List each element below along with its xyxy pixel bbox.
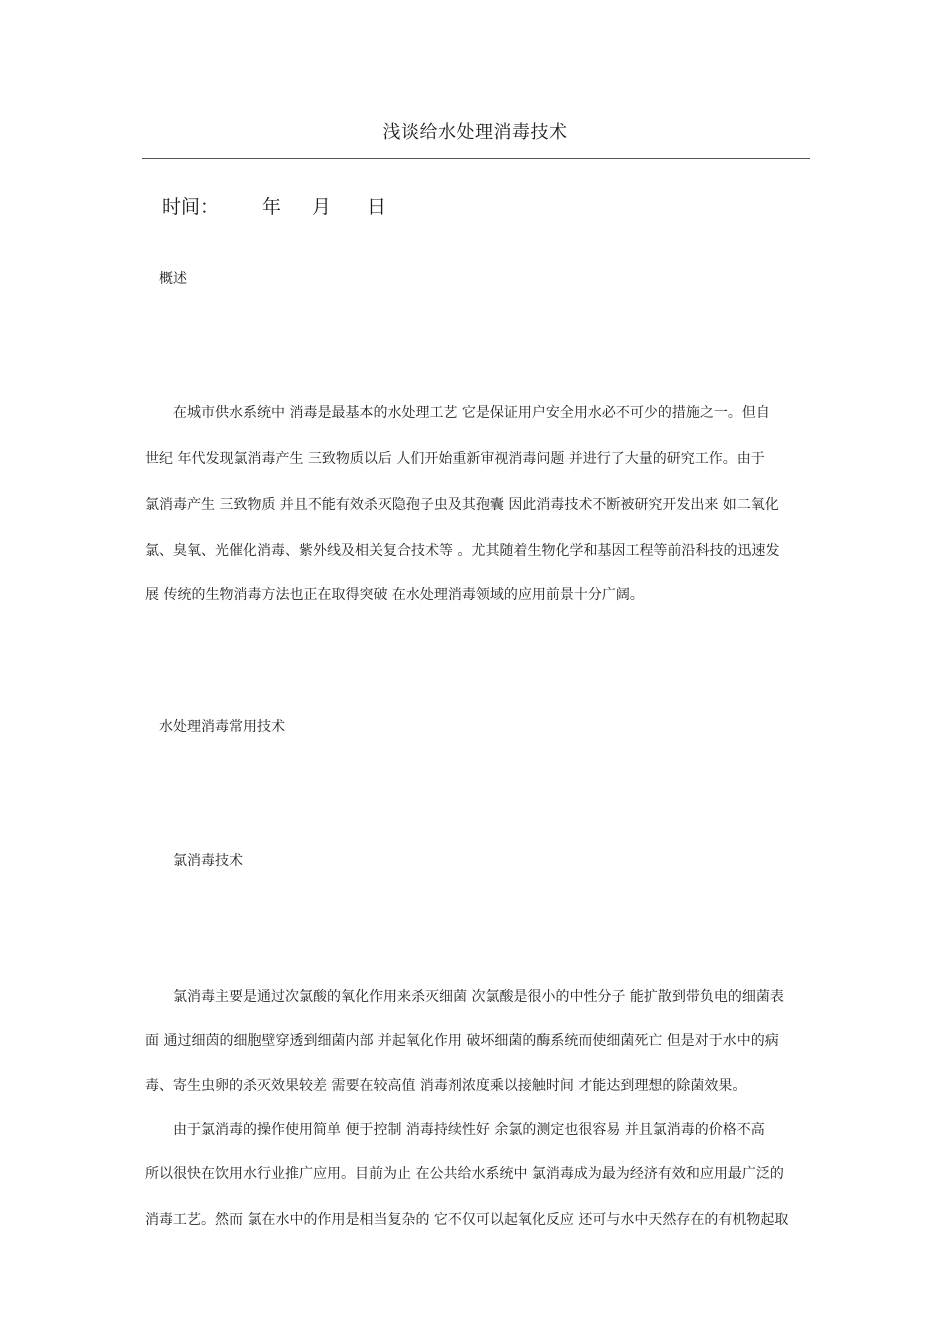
date-day: 日 [367, 196, 387, 218]
paragraph-line: 消毒工艺。然而 氯在水中的作用是相当复杂的 它不仅可以起氧化反应 还可与水中天然存在的有机物起取 [145, 1212, 789, 1228]
title-divider [142, 158, 810, 159]
paragraph-line: 毒、寄生虫卵的杀灭效果较差 需要在较高值 消毒剂浓度乘以接触时间 才能达到理想的除菌效果。 [145, 1078, 747, 1094]
common-techniques-heading: 水处理消毒常用技术 [159, 719, 285, 735]
paragraph-line: 氯消毒产生 三致物质 并且不能有效杀灭隐孢子虫及其孢囊 因此消毒技术不断被研究开发出来 如二氧化 [145, 497, 779, 513]
paragraph-line: 展 传统的生物消毒方法也正在取得突破 在水处理消毒领域的应用前景十分广阔。 [145, 587, 644, 603]
date-year: 年 [262, 196, 282, 218]
date-month: 月 [312, 196, 332, 218]
paragraph-line: 面 通过细茵的细胞壁穿透到细菌内部 并起氧化作用 破坏细菌的酶系统而使细菌死亡 但是对于水中的病 [145, 1033, 779, 1049]
paragraph-line: 所以很快在饮用水行业推广应用。目前为止 在公共给水系统中 氯消毒成为最为经济有效和应用最广泛的 [145, 1166, 784, 1182]
overview-heading: 概述 [159, 271, 187, 287]
date-label: 时间： [162, 196, 220, 218]
paragraph-line: 由于氯消毒的操作使用简单 便于控制 消毒持续性好 余氯的测定也很容易 并且氯消毒的价格不高 [173, 1122, 765, 1138]
chlorine-heading: 氯消毒技术 [173, 853, 243, 869]
paragraph-line: 氯、臭氧、光催化消毒、紫外线及相关复合技术等 。尤其随着生物化学和基因工程等前沿科技的迅速发 [145, 543, 780, 559]
paragraph-line: 氯消毒主要是通过次氯酸的氧化作用来杀灭细菌 次氯酸是很小的中性分子 能扩散到带负电的细菌表 [173, 989, 784, 1005]
document-title: 浅谈给水处理消毒技术 [382, 122, 568, 143]
paragraph-line: 在城市供水系统中 消毒是最基本的水处理工艺 它是保证用户安全用水必不可少的措施之一。但自 [173, 405, 770, 421]
date-row [162, 192, 386, 219]
paragraph-line: 世纪 年代发现氯消毒产生 三致物质以后 人们开始重新审视消毒问题 并进行了大量的研究工作。由于 [145, 451, 765, 467]
